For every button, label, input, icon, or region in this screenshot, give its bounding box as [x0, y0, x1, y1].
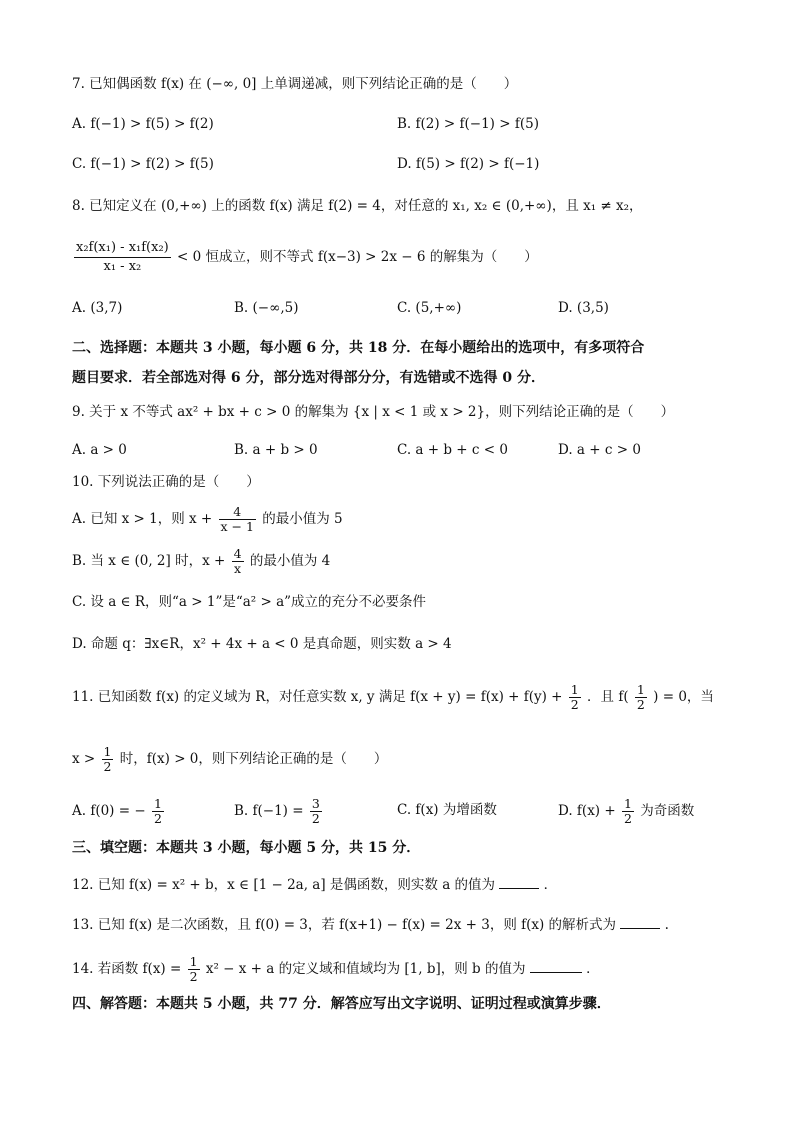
q9-stem: 9. 关于 x 不等式 ax² + bx + c > 0 的解集为 {x | x < 1 或 x > 2}，则下列结论正确的是（ ）	[72, 404, 675, 420]
section-2-heading: 二、选择题：本题共 3 小题，每小题 6 分，共 18 分．在每小题给出的选项中，有多项符合	[72, 340, 645, 356]
q10-option-a	[72, 502, 343, 536]
fraction-denominator: x − 1	[220, 519, 254, 534]
q11-stem-end: ) = 0，当	[653, 689, 714, 705]
q8-stem-continued: < 0 恒成立，则不等式 f(x−3) > 2x − 6 的解集为（ ）	[177, 249, 538, 265]
q11-stem-mid: ．且 f(	[587, 689, 629, 705]
q7-option-c: C. f(−1) > f(2) > f(5)	[72, 156, 214, 172]
q10-option-a-text: A. 已知 x > 1，则 x +	[72, 511, 213, 527]
section-3-heading: 三、填空题：本题共 3 小题，每小题 5 分，共 15 分．	[72, 840, 421, 856]
q12-text	[72, 874, 557, 895]
q8-fraction	[74, 239, 171, 276]
section-2-heading-cont: 题目要求．若全部选对得 6 分，部分选对得部分分，有选错或不选得 0 分．	[72, 370, 545, 386]
q8-fraction-numerator: x₂f(x₁) - x₁f(x₂)	[76, 240, 169, 255]
q10-option-c: C. 设 a ∈ R，则“a > 1”是“a² > a”成立的充分不必要条件	[72, 594, 427, 610]
fraction-denominator: 2	[570, 697, 579, 712]
q11-option-a	[72, 792, 166, 830]
q14-stem-continued: x² − x + a 的定义域和值域均为 [1, b]，则 b 的值为	[205, 961, 526, 977]
q8-option-c: C. (5,+∞)	[397, 300, 462, 316]
fraction-denominator: 2	[311, 811, 320, 826]
q11-option-a-fraction	[152, 797, 164, 826]
q11-option-b-fraction	[310, 797, 322, 826]
q11-line2-tail: 时，f(x) > 0，则下列结论正确的是（ ）	[119, 751, 388, 767]
q7-option-b: B. f(2) > f(−1) > f(5)	[397, 116, 539, 132]
fraction-denominator: 2	[623, 811, 632, 826]
q10-option-b-tail: 的最小值为 4	[249, 553, 331, 569]
q9-option-a: A. a > 0	[72, 442, 127, 458]
q9-option-b: B. a + b > 0	[234, 442, 318, 458]
q11-option-a-text: A. f(0) = −	[72, 803, 146, 819]
q11-half-fraction	[569, 683, 581, 712]
fraction-numerator: 4	[233, 546, 242, 561]
q12-end: ．	[543, 877, 558, 893]
section-4-heading: 四、解答题：本题共 5 小题，共 77 分．解答应写出文字说明、证明过程或演算步骤．	[72, 996, 611, 1012]
fraction-numerator: 1	[570, 682, 579, 697]
q13-answer-blank[interactable]	[620, 914, 660, 929]
q10-option-b-fraction	[232, 547, 244, 576]
fraction-numerator: 1	[636, 682, 645, 697]
fraction-denominator: 2	[103, 759, 112, 774]
q11-option-c: C. f(x) 为增函数	[397, 802, 497, 818]
q10-stem: 10. 下列说法正确的是（ ）	[72, 474, 260, 490]
q10-option-d: D. 命题 q：∃x∈R，x² + 4x + a < 0 是真命题，则实数 a > 4	[72, 636, 452, 652]
q11-half-fraction-2	[635, 683, 647, 712]
q11-stem	[72, 678, 714, 716]
q7-stem: 7. 已知偶函数 f(x) 在 (−∞, 0] 上单调递减，则下列结论正确的是（ ）	[72, 76, 518, 92]
q10-option-a-fraction	[219, 505, 256, 534]
q8-condition	[72, 238, 538, 276]
q11-option-d-tail: 为奇函数	[640, 803, 695, 819]
q13-text	[72, 914, 669, 935]
fraction-numerator: 1	[623, 796, 632, 811]
q11-stem-line2	[72, 740, 387, 778]
q11-option-d-fraction	[622, 797, 634, 826]
q10-option-b	[72, 544, 330, 578]
q13-stem: 13. 已知 f(x) 是二次函数，且 f(0) = 3，若 f(x+1) − f(x) = 2x + 3，则 f(x) 的解析式为	[72, 917, 617, 933]
q8-option-a: A. (3,7)	[72, 300, 123, 316]
q14-text	[72, 950, 600, 988]
q11-half-fraction-3	[102, 745, 114, 774]
fraction-numerator: 4	[233, 504, 242, 519]
q9-option-c: C. a + b + c < 0	[397, 442, 508, 458]
q11-stem-text: 11. 已知函数 f(x) 的定义域为 R，对任意实数 x, y 满足 f(x + y) = f(x) + f(y) +	[72, 689, 563, 705]
fraction-denominator: 2	[636, 697, 645, 712]
q13-end: .	[664, 917, 669, 933]
q8-fraction-denominator: x₁ - x₂	[74, 257, 171, 276]
fraction-denominator: 2	[189, 969, 198, 984]
q7-option-d: D. f(5) > f(2) > f(−1)	[397, 156, 540, 172]
q11-option-b	[234, 792, 324, 830]
q8-stem: 8. 已知定义在 (0,+∞) 上的函数 f(x) 满足 f(2) = 4，对任意的 x₁, x₂ ∈ (0,+∞)，且 x₁ ≠ x₂，	[72, 198, 643, 214]
fraction-numerator: 1	[189, 954, 198, 969]
q12-answer-blank[interactable]	[499, 874, 539, 889]
q10-option-b-text: B. 当 x ∈ (0, 2] 时，x +	[72, 553, 226, 569]
q7-option-a: A. f(−1) > f(5) > f(2)	[72, 116, 214, 132]
q11-option-d-text: D. f(x) +	[558, 803, 616, 819]
q12-stem: 12. 已知 f(x) = x² + b，x ∈ [1 − 2a, a] 是偶函数，则实数 a 的值为	[72, 877, 496, 893]
q11-line2-text: x >	[72, 751, 96, 767]
q8-option-b: B. (−∞,5)	[234, 300, 299, 316]
q8-option-d: D. (3,5)	[558, 300, 609, 316]
q14-stem: 14. 若函数 f(x) =	[72, 961, 182, 977]
q14-end: ．	[586, 961, 600, 977]
q14-fraction	[188, 955, 200, 984]
fraction-denominator: 2	[153, 811, 162, 826]
q9-option-d: D. a + c > 0	[558, 442, 641, 458]
fraction-numerator: 1	[103, 744, 112, 759]
q11-option-b-text: B. f(−1) =	[234, 803, 304, 819]
fraction-numerator: 1	[153, 796, 162, 811]
q14-answer-blank[interactable]	[530, 958, 582, 973]
q11-option-d	[558, 792, 694, 830]
q10-option-a-tail: 的最小值为 5	[262, 511, 343, 527]
fraction-denominator: x	[232, 561, 244, 576]
fraction-numerator: 3	[311, 796, 320, 811]
